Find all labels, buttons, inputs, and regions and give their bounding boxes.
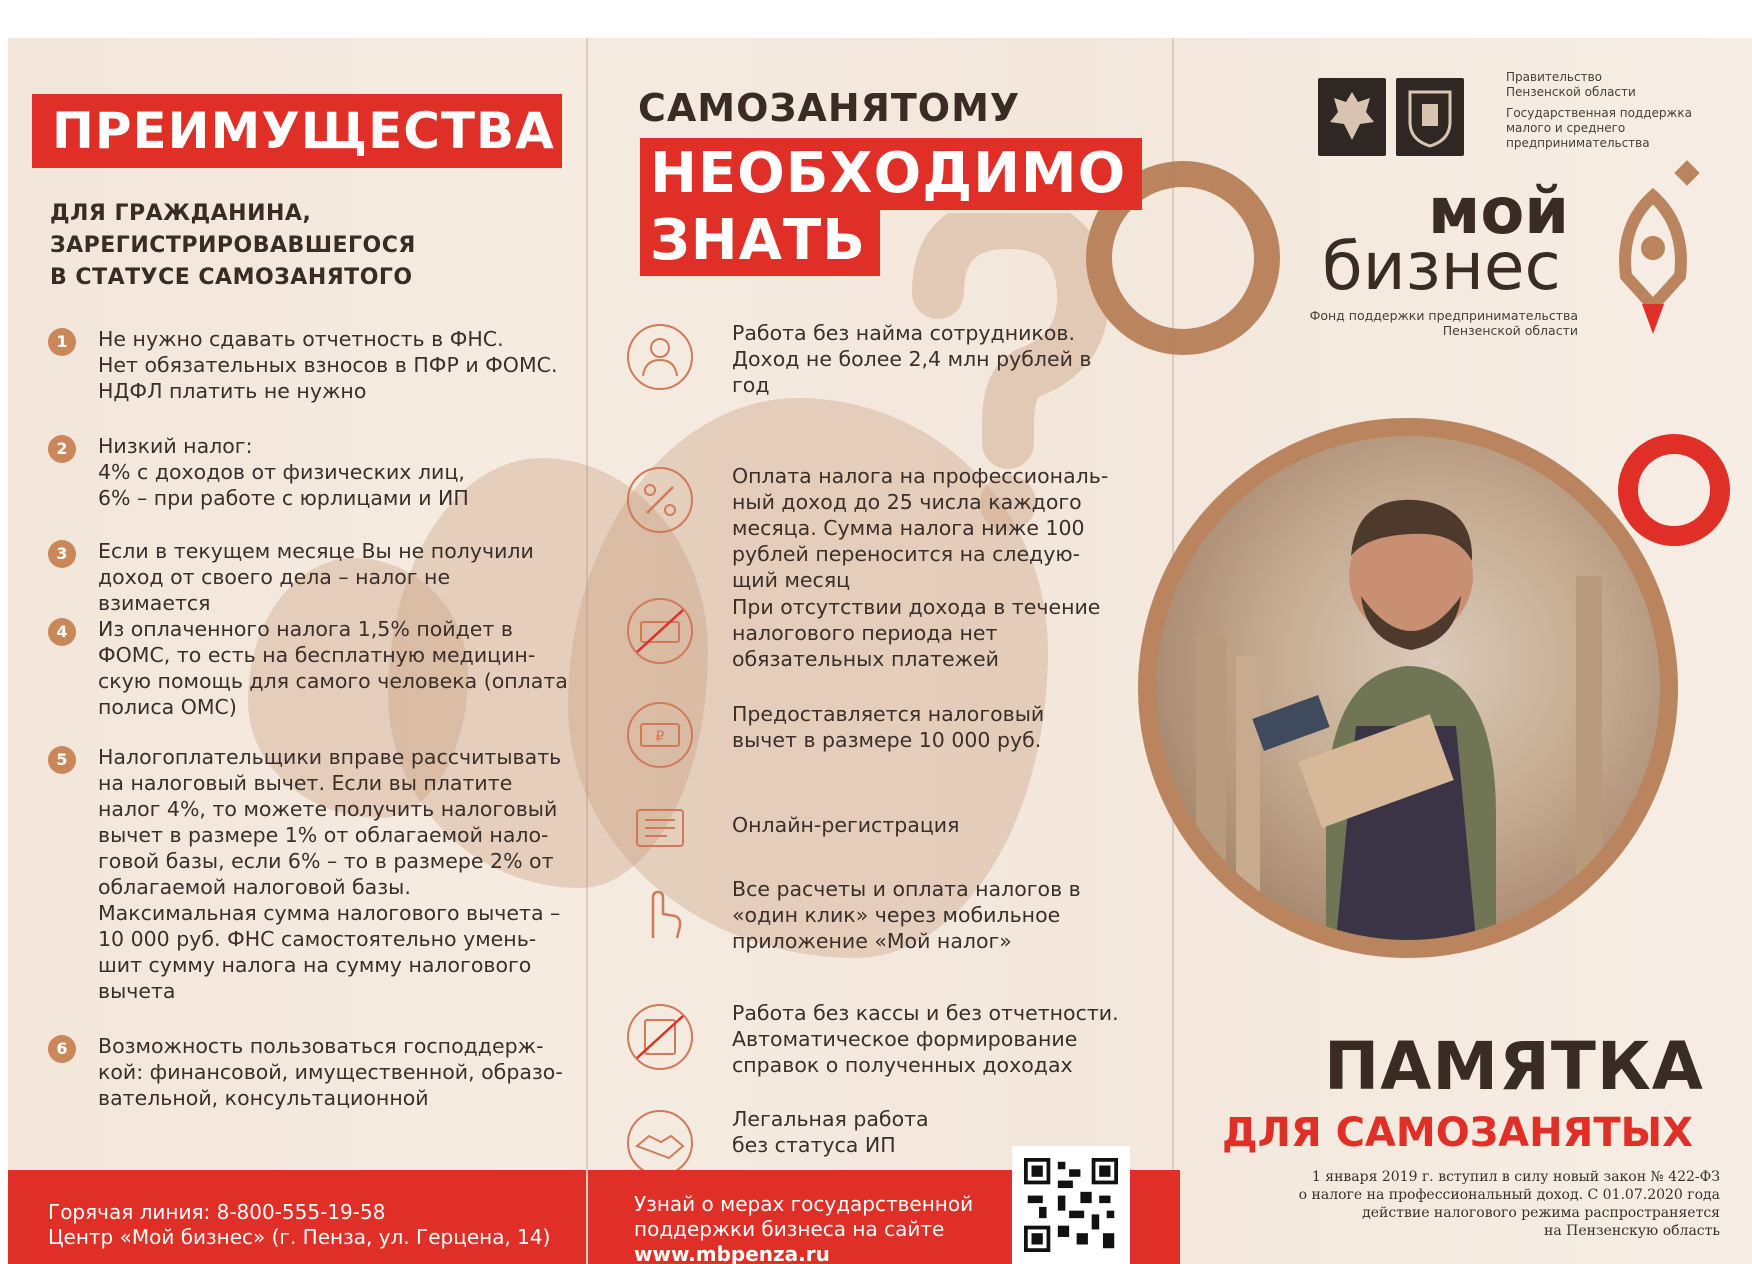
hotline-band	[8, 1170, 586, 1264]
tablet-form-icon	[623, 792, 697, 866]
website-link[interactable]: www.mbpenza.ru	[634, 1242, 830, 1264]
memo-subtitle: ДЛЯ САМОЗАНЯТЫХ	[1222, 1110, 1693, 1156]
need-text: Предоставляется налоговый вычет в размере 10 000 руб.	[732, 702, 1045, 752]
government-label: Правительство Пензенской области	[1506, 70, 1636, 99]
coat-of-arms-penza	[1396, 78, 1464, 156]
rocket-logo-icon	[1598, 156, 1708, 346]
photo-ring	[1138, 418, 1678, 958]
item-number-badge: 5	[48, 746, 76, 774]
svg-text:₽: ₽	[655, 729, 665, 745]
need-to-know-heading-line1: НЕОБХОДИМО	[640, 138, 1142, 210]
fund-caption: Фонд поддержки предпринимательства Пензенской области	[1309, 308, 1578, 338]
ruble-note-icon	[623, 698, 697, 772]
handshake-icon	[623, 1106, 697, 1180]
website-text: Узнай о мерах государственной поддержки бизнеса на сайте	[634, 1192, 974, 1241]
no-payment-icon	[623, 594, 697, 668]
item-number-badge: 3	[48, 540, 76, 568]
law-notice: 1 января 2019 г. вступил в силу новый закон № 422-ФЗ о налоге на профессиональный доход. С 01.07.2020 года действие налогового режима распространяется на Пензенскую область	[1298, 1169, 1720, 1239]
logo-word-biznes: бизнес	[1322, 228, 1561, 305]
percent-icon	[623, 463, 697, 537]
advantage-text: Из оплаченного налога 1,5% пойдет в ФОМС, то есть на бесплатную медицин- скую помощь для самого человека (оплата полиса ОМС)	[98, 617, 568, 719]
state-support-label: Государственная поддержка малого и среднего предпринимательства	[1506, 106, 1692, 150]
finger-tap-icon	[623, 876, 697, 950]
website-band	[588, 1170, 1180, 1264]
hotline-text: Горячая линия: 8-800-555-19-58 Центр «Мой бизнес» (г. Пенза, ул. Герцена, 14)	[48, 1200, 551, 1249]
need-text: Все расчеты и оплата налогов в «один клик» через мобильное приложение «Мой налог»	[732, 877, 1081, 953]
need-text: Легальная работа без статуса ИП	[732, 1107, 929, 1157]
item-number-badge: 4	[48, 618, 76, 646]
need-text: При отсутствии дохода в течение налогового периода нет обязательных платежей	[732, 595, 1101, 671]
item-number-badge: 6	[48, 1035, 76, 1063]
advantages-subtitle: ДЛЯ ГРАЖДАНИНА, ЗАРЕГИСТРИРОВАВШЕГОСЯ В СТАТУСЕ САМОЗАНЯТОГО	[50, 201, 416, 290]
need-to-know-heading-line2: ЗНАТЬ	[640, 208, 880, 276]
no-register-icon	[623, 1000, 697, 1074]
need-to-know-heading-small: САМОЗАНЯТОМУ	[638, 86, 1021, 130]
fold-line	[586, 38, 588, 1264]
need-text: Работа без найма сотрудников. Доход не более 2,4 млн рублей в год	[732, 321, 1092, 397]
eagle-icon	[1318, 78, 1386, 156]
advantage-text: Низкий налог: 4% с доходов от физических лиц, 6% – при работе с юрлицами и ИП	[98, 434, 469, 510]
decor-ring-red	[1614, 430, 1734, 550]
advantage-text: Возможность пользоваться господдерж- кой: финансовой, имущественной, образо- вательной, консультационной	[98, 1034, 563, 1110]
memo-title: ПАМЯТКА	[1324, 1028, 1704, 1105]
need-text: Оплата налога на профессиональ- ный доход до 25 числа каждого месяца. Сумма налога ниже 100 рублей переносится на следую- щий месяц	[732, 464, 1109, 592]
advantage-text: Налогоплательщики вправе рассчитывать на налоговый вычет. Если вы платите налог 4%, то можете получить налоговый вычет в размере 1% от облагаемой нало- говой базы, если 6% – то в размере 2% от облагаемой налоговой базы. Максимальная сумма налогового вычета – 10 000 руб. ФНС самостоятельно умень- шит сумму налога на сумму налогового вычета	[98, 745, 562, 1003]
need-text: Работа без кассы и без отчетности. Автоматическое формирование справок о полученных доходах	[732, 1001, 1119, 1077]
brochure	[8, 38, 1752, 1264]
need-text: Онлайн-регистрация	[732, 813, 960, 837]
advantages-title: ПРЕИМУЩЕСТВА	[32, 94, 562, 168]
carpenter-photo	[1156, 436, 1660, 940]
qr-code	[1012, 1146, 1130, 1264]
coat-of-arms-russia	[1318, 78, 1386, 156]
item-number-badge: 1	[48, 328, 76, 356]
shield-icon	[1396, 78, 1464, 156]
item-number-badge: 2	[48, 435, 76, 463]
advantage-text: Если в текущем месяце Вы не получили доход от своего дела – налог не взимается	[98, 539, 534, 615]
logo-word-moy: мой	[1428, 175, 1570, 249]
qr-pattern	[1024, 1158, 1118, 1252]
advantage-text: Не нужно сдавать отчетность в ФНС. Нет обязательных взносов в ПФР и ФОМС. НДФЛ платить не нужно	[98, 327, 558, 403]
worker-icon	[623, 320, 697, 394]
